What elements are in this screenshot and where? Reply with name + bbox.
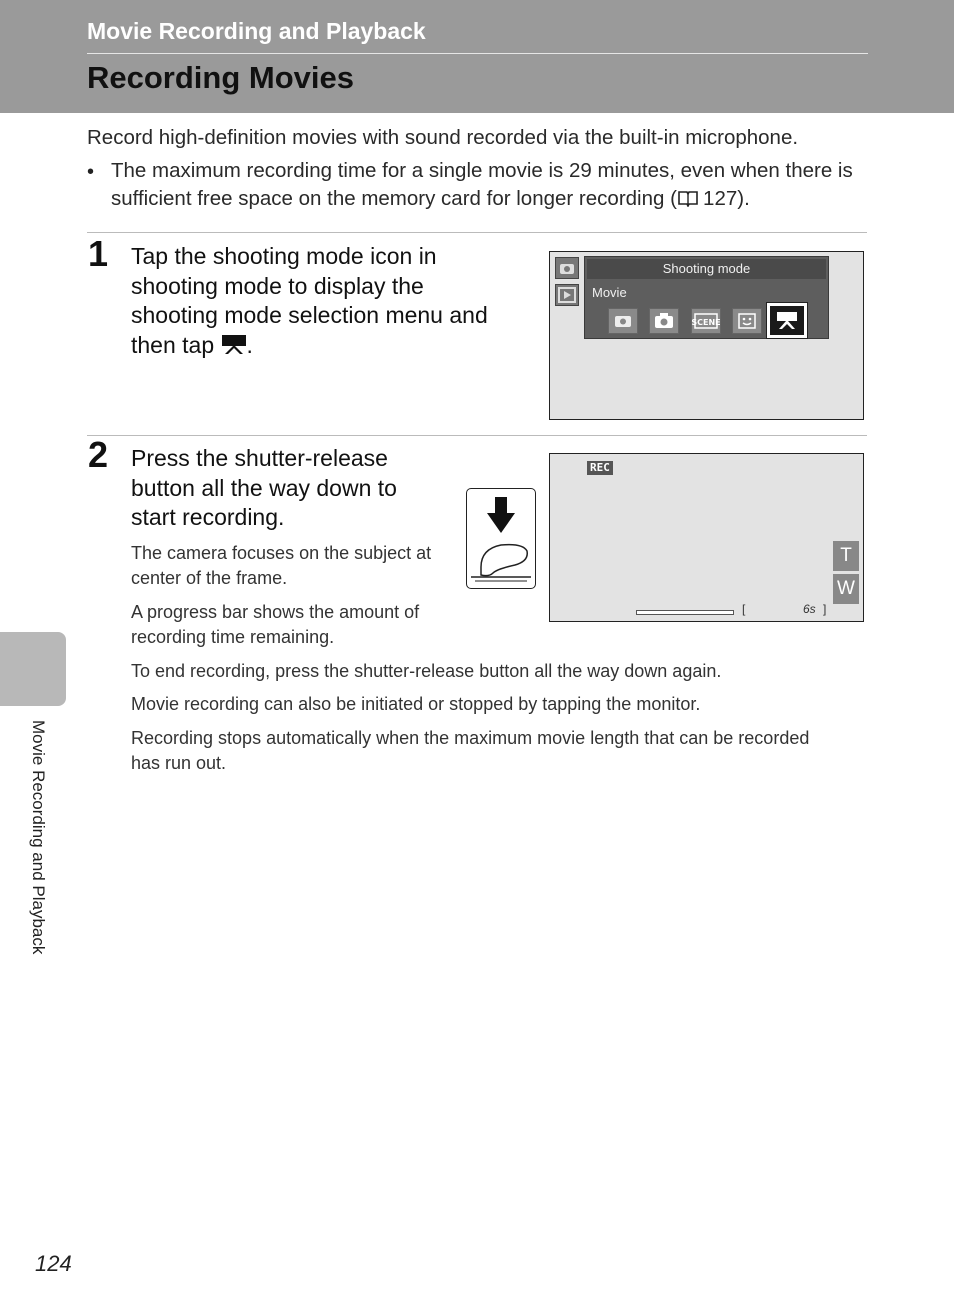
bullet-dot: • xyxy=(87,161,95,183)
scene-mode-icon[interactable] xyxy=(691,308,721,334)
easy-auto-icon[interactable] xyxy=(555,257,579,279)
easy-auto-mode-icon[interactable] xyxy=(608,308,638,334)
step-1-instruction xyxy=(131,242,488,360)
smart-portrait-mode-icon[interactable] xyxy=(732,308,762,334)
camera-monitor-recording xyxy=(549,453,864,622)
section-title: Movie Recording and Playback xyxy=(87,18,426,44)
step-line: shooting mode to display the xyxy=(131,272,424,299)
step-line: start recording. xyxy=(131,504,285,530)
book-reference-icon xyxy=(677,189,699,207)
step-number: 1 xyxy=(88,233,109,274)
step-2-instruction xyxy=(131,444,397,533)
step-line: Tap the shooting mode icon in xyxy=(131,243,437,269)
bullet-text: The maximum recording time for a single movie is 29 minutes, even when there is sufficient free space on the memory card for longer recording ( 127). xyxy=(111,159,853,210)
note-auto-stop: Recording stops automatically when the maximum movie length that can be recorded has run out. xyxy=(131,728,810,773)
chapter-header xyxy=(0,0,954,113)
recording-progress-bar xyxy=(636,610,734,615)
zoom-tele-button[interactable]: T xyxy=(833,541,859,571)
step-line: then tap . xyxy=(131,331,253,358)
step-line: button all the way down to xyxy=(131,474,397,501)
chapter-side-label: Movie Recording and Playback xyxy=(29,720,48,955)
step-line: shooting mode selection menu and xyxy=(131,302,488,328)
step-divider xyxy=(87,232,867,233)
camera-mode-icon[interactable] xyxy=(649,308,679,334)
time-remaining: 6s xyxy=(803,602,816,616)
step-number: 2 xyxy=(88,434,109,475)
selected-mode-label: Movie xyxy=(592,285,627,300)
shooting-mode-menu xyxy=(584,256,829,339)
shutter-press-illustration xyxy=(466,488,536,589)
bullet-paragraph xyxy=(111,157,871,213)
shutter-press-icon xyxy=(467,489,534,587)
time-remaining-close-bracket: ] xyxy=(823,602,827,616)
header-divider xyxy=(87,53,868,54)
page-title: Recording Movies xyxy=(87,60,354,95)
note-progress-bar: A progress bar shows the amount of recording time remaining. xyxy=(131,602,420,647)
step-line: Press the shutter-release xyxy=(131,445,388,471)
step-divider xyxy=(87,435,867,436)
zoom-wide-button[interactable]: W xyxy=(833,574,859,604)
movie-camera-icon xyxy=(221,333,247,355)
note-focus: The camera focuses on the subject at center of the frame. xyxy=(131,543,432,588)
menu-title: Shooting mode xyxy=(587,259,826,279)
note-tap-monitor: Movie recording can also be initiated or stopped by tapping the monitor. xyxy=(131,694,701,714)
note-end-recording: To end recording, press the shutter-release button all the way down again. xyxy=(131,661,722,681)
svg-text:SCENE: SCENE xyxy=(692,318,720,327)
camera-monitor-mode-menu xyxy=(549,251,864,420)
rec-indicator: REC xyxy=(587,461,613,475)
chapter-tab xyxy=(0,632,66,706)
time-remaining-open-bracket: [ xyxy=(742,602,746,616)
intro-paragraph: Record high-definition movies with sound recorded via the built-in microphone. xyxy=(87,126,799,149)
playback-icon[interactable] xyxy=(555,284,579,306)
page-number: 124 xyxy=(35,1251,72,1276)
movie-mode-icon[interactable] xyxy=(767,303,807,338)
